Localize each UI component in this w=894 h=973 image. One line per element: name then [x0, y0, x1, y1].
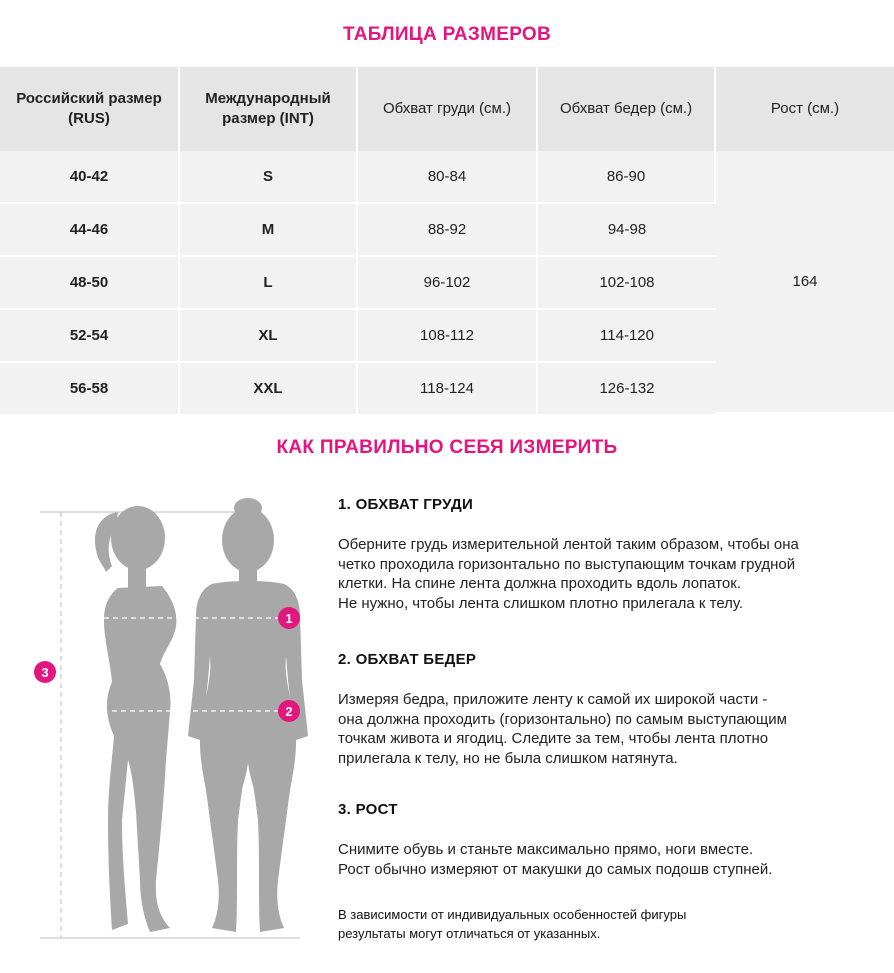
marker-3-label: 3 [41, 665, 49, 680]
cell-chest: 80-84 [358, 151, 538, 204]
section-hips-heading: 2. ОБХВАТ БЕДЕР [338, 651, 477, 668]
text-line: клетки. На спине лента должна проходить вдоль лопаток. [338, 575, 741, 592]
section-height-text [338, 840, 858, 879]
header-height: Рост (см.) [716, 67, 894, 151]
size-table [0, 67, 894, 414]
header-rus: Российский размер (RUS) [0, 67, 180, 151]
cell-hips: 86-90 [538, 151, 716, 204]
text-line: Рост обычно измеряют от макушки до самых подошв ступней. [338, 860, 773, 878]
cell-rus: 40-42 [0, 151, 180, 204]
cell-int: XL [180, 310, 358, 363]
note-line: результаты могут отличаться от указанных. [338, 926, 601, 941]
header-hips: Обхват бедер (см.) [538, 67, 716, 151]
cell-hips: 102-108 [538, 257, 716, 310]
cell-hips: 126-132 [538, 363, 716, 414]
text-line: Измеряя бедра, приложите ленту к самой их широкой части - [338, 691, 768, 708]
cell-int: S [180, 151, 358, 204]
cell-rus: 56-58 [0, 363, 180, 414]
text-line: Оберните грудь измерительной лентой таким образом, чтобы она [338, 536, 799, 553]
table-header-row [0, 67, 894, 151]
marker-2-label: 2 [285, 704, 293, 719]
cell-hips: 114-120 [538, 310, 716, 363]
cell-chest: 118-124 [358, 363, 538, 414]
cell-rus: 52-54 [0, 310, 180, 363]
header-int: Международный размер (INT) [180, 67, 358, 151]
section-hips-text [338, 690, 858, 768]
section-chest [338, 496, 858, 613]
cell-int: XXL [180, 363, 358, 414]
disclaimer-note [338, 905, 686, 943]
header-chest: Обхват груди (см.) [358, 67, 538, 151]
cell-hips: 94-98 [538, 204, 716, 257]
marker-3 [34, 661, 56, 683]
marker-1 [278, 607, 300, 629]
cell-chest: 108-112 [358, 310, 538, 363]
section-chest-heading: 1. ОБХВАТ ГРУДИ [338, 496, 474, 513]
section-height-heading: 3. РОСТ [338, 801, 398, 818]
text-line: Снимите обувь и станьте максимально прямо, ноги вместе. [338, 841, 754, 858]
cell-rus: 44-46 [0, 204, 180, 257]
note-line: В зависимости от индивидуальных особенностей фигуры [338, 907, 687, 922]
section-hips [338, 651, 858, 768]
body-figures-illustration [0, 490, 330, 950]
text-line: четко проходила горизонтально по выступающим точкам грудной [338, 555, 796, 573]
cell-height: 164 [716, 151, 894, 414]
cell-chest: 88-92 [358, 204, 538, 257]
text-line: Не нужно, чтобы лента слишком плотно прилегала к телу. [338, 594, 744, 612]
table-row [0, 151, 894, 204]
cell-int: L [180, 257, 358, 310]
section-height [338, 801, 858, 879]
side-figure [95, 506, 176, 932]
size-table-title: ТАБЛИЦА РАЗМЕРОВ [342, 24, 552, 45]
cell-int: M [180, 204, 358, 257]
marker-1-label: 1 [285, 611, 293, 626]
guide-title: КАК ПРАВИЛЬНО СЕБЯ ИЗМЕРИТЬ [276, 437, 618, 458]
cell-rus: 48-50 [0, 257, 180, 310]
marker-2 [278, 700, 300, 722]
text-line: прилегала к телу, но не была слишком натянута. [338, 749, 678, 767]
text-line: она должна проходить (горизонтально) по самым выступающим [338, 710, 787, 728]
cell-chest: 96-102 [358, 257, 538, 310]
text-line: точкам живота и ягодиц. Следите за тем, чтобы лента плотно [338, 730, 769, 747]
section-chest-text [338, 535, 858, 613]
